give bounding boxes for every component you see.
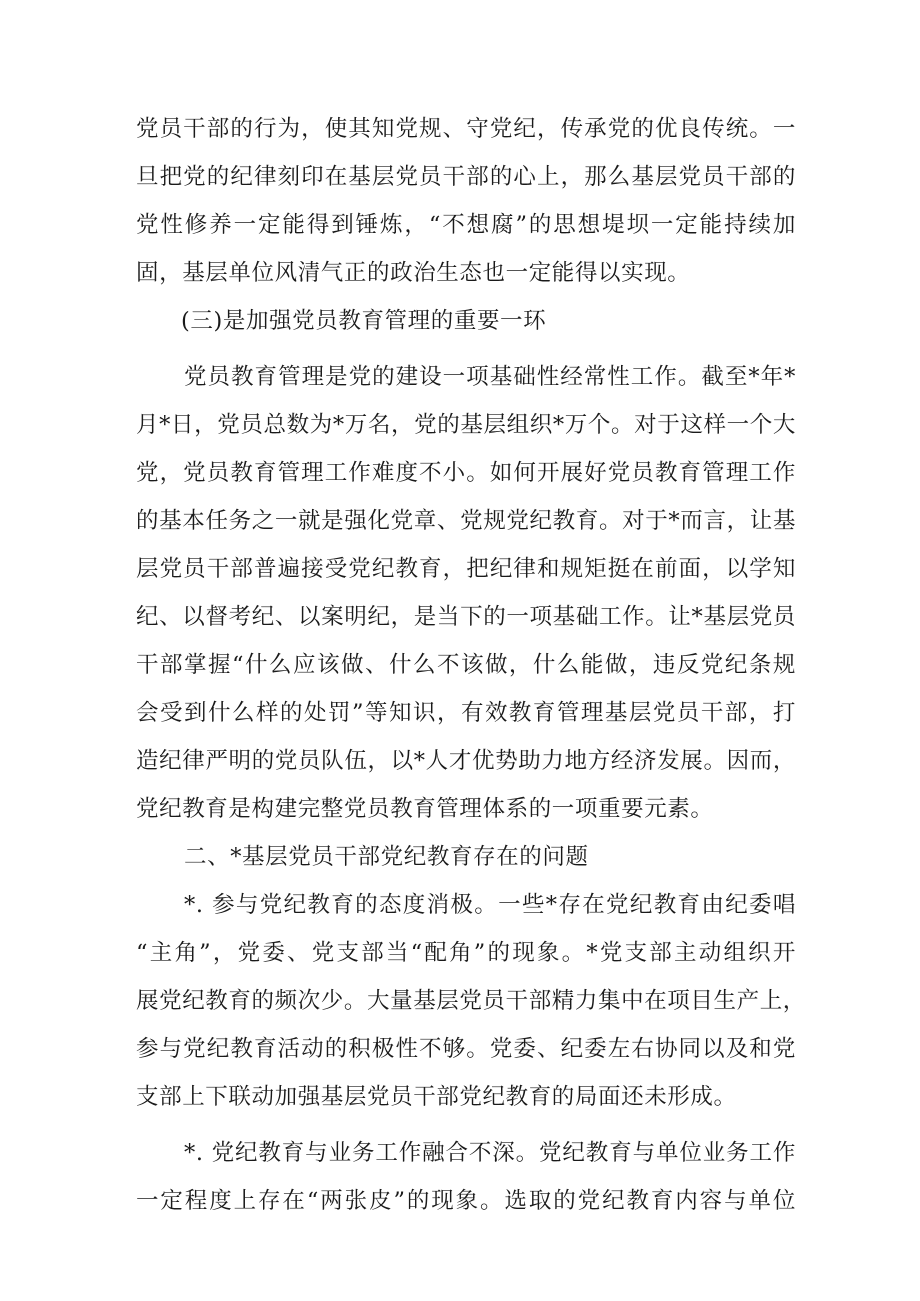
paragraph-line: 党员干部的行为，使其知党规、守党纪，传承党的优良传统。一 [136,116,796,142]
paragraph-line: 党性修养一定能得到锤炼，“不想腐”的思想堤坝一定能持续加 [136,212,796,238]
paragraph-line: *. 参与党纪教育的态度消极。一些*存在党纪教育由纪委唱 [184,892,796,918]
paragraph-line: “主角”，党委、党支部当“配角”的现象。*党支部主动组织开 [136,940,796,966]
paragraph-line: 旦把党的纪律刻印在基层党员干部的心上，那么基层党员干部的 [136,164,796,190]
paragraph-line: *. 党纪教育与业务工作融合不深。党纪教育与单位业务工作 [184,1140,796,1166]
paragraph-line: 参与党纪教育活动的积极性不够。党委、纪委左右协同以及和党 [136,1036,796,1062]
paragraph-line: 展党纪教育的频次少。大量基层党员干部精力集中在项目生产上， [136,988,806,1014]
section-heading: 二、*基层党员干部党纪教育存在的问题 [184,844,589,870]
paragraph-line: 一定程度上存在“两张皮”的现象。选取的党纪教育内容与单位 [136,1188,796,1214]
paragraph-line: 造纪律严明的党员队伍，以*人才优势助力地方经济发展。因而， [136,748,796,774]
paragraph-line: 纪、以督考纪、以案明纪，是当下的一项基础工作。让*基层党员 [136,604,796,630]
paragraph-line: 支部上下联动加强基层党员干部党纪教育的局面还未形成。 [136,1084,737,1110]
paragraph-line: 月*日，党员总数为*万名，党的基层组织*万个。对于这样一个大 [136,412,796,438]
paragraph-line: 的基本任务之一就是强化党章、党规党纪教育。对于*而言，让基 [136,508,796,534]
paragraph-line: 层党员干部普遍接受党纪教育，把纪律和规矩挺在前面，以学知 [136,556,796,582]
paragraph-line: 会受到什么样的处罚”等知识，有效教育管理基层党员干部，打 [136,700,796,726]
paragraph-line: 党，党员教育管理工作难度不小。如何开展好党员教育管理工作 [136,460,796,486]
paragraph-line: 固，基层单位风清气正的政治生态也一定能得以实现。 [136,260,691,286]
paragraph-line: 干部掌握“什么应该做、什么不该做，什么能做，违反党纪条规 [136,652,796,678]
paragraph-line: 党纪教育是构建完整党员教育管理体系的一项重要元素。 [136,796,714,822]
section-heading: (三)是加强党员教育管理的重要一环 [181,308,547,334]
paragraph-line: 党员教育管理是党的建设一项基础性经常性工作。截至*年* [184,364,796,390]
